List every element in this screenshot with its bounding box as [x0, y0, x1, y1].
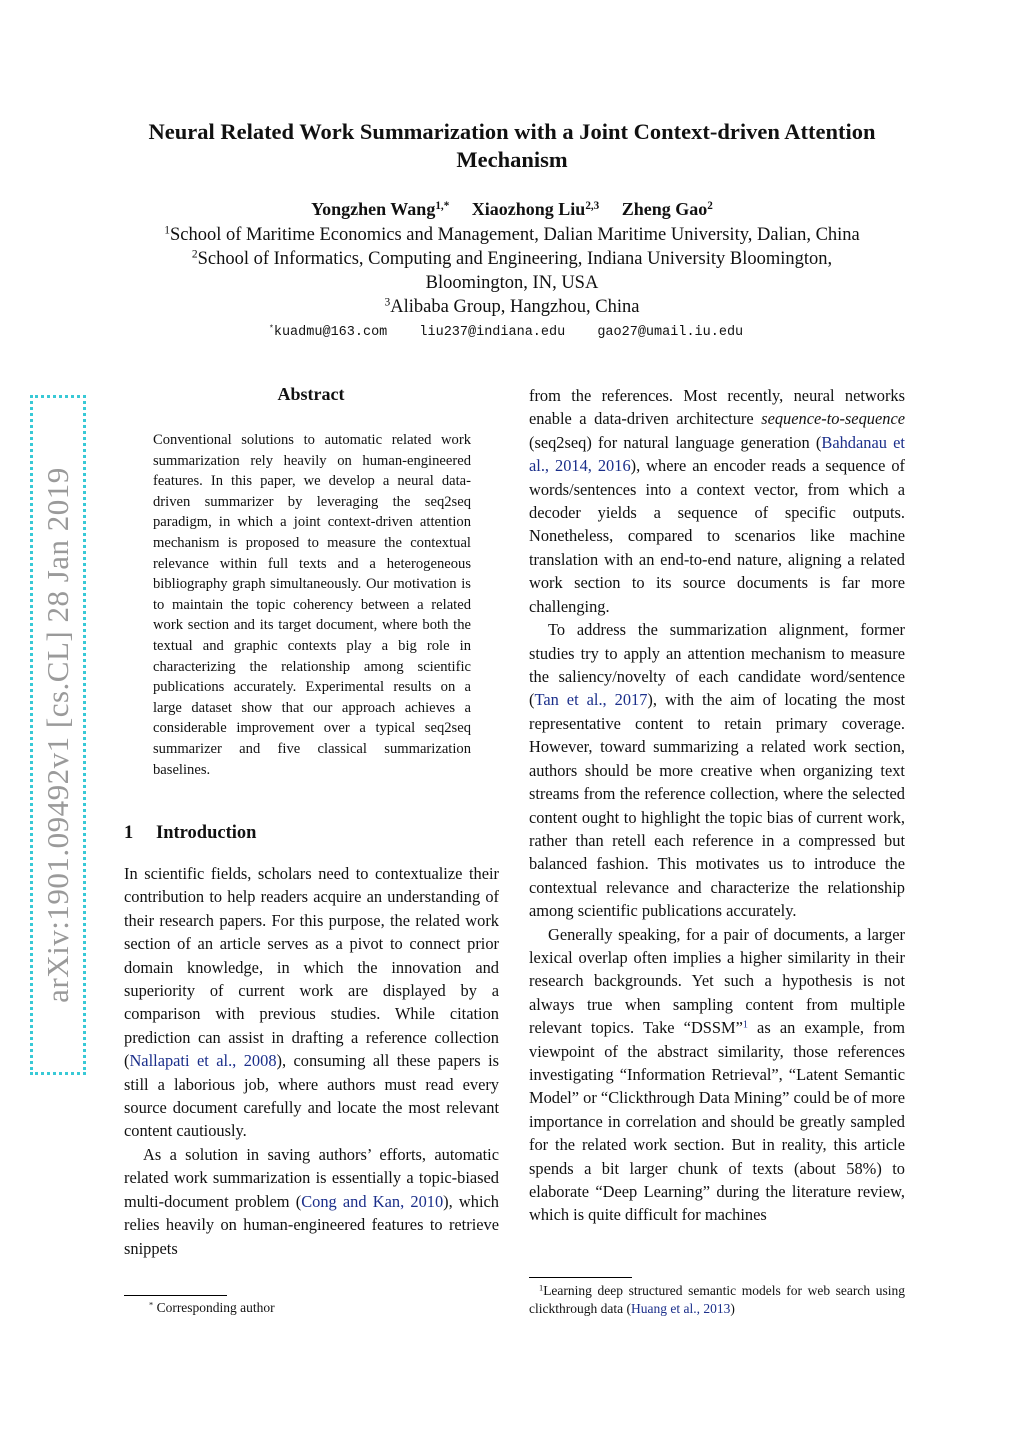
citation-link[interactable]: Cong and Kan, 2010 — [301, 1191, 444, 1211]
footnote: * Corresponding author — [149, 1300, 275, 1315]
author-name: Zheng Gao — [621, 199, 708, 219]
affiliation: $^3$Alibaba Group, Hangzhou, China — [384, 296, 640, 317]
affiliation: $^1$School of Maritime Economics and Management, Dalian Maritime University, Dalian, China — [164, 224, 860, 245]
paragraph: To address the summarization alignment, former studies try to apply an attention mechanism to measure the saliency/novelty of each candidate word/sentence (Tan et al., 2017), with the aim of locating the most representative content to retain primary coverage. However, toward summarizing a related work section, authors should be more creative when organizing text streams from the reference collection, where the selected content ought to highlight the topic bias of current work, rather than retell each reference in a compressed but balanced fashion. This motivates us to introduce the contextual relevance and characterize the relationship among scientific publications accurately. — [529, 620, 906, 921]
email-link[interactable]: gao27@umail.iu.edu — [597, 325, 744, 340]
author-list — [140, 197, 884, 221]
footnote-mark[interactable]: 1 — [742, 1019, 748, 1031]
author-sup: 1,* — [435, 199, 450, 212]
paragraph: As a solution in saving authors’ efforts, automatic related work summarization is essentially a topic-biased multi-document problem (Cong and Kan, 2010), which relies heavily on human-engineered features to retrieve snippets — [124, 1144, 499, 1258]
email-list: *kuadmu@163.com liu237@indiana.edu gao27@umail.iu.edu — [268, 323, 744, 340]
author-sup: 2,3 — [585, 199, 600, 212]
abstract-heading: Abstract — [277, 384, 345, 404]
section-heading: 1 Introduction — [124, 823, 257, 843]
footnote: $^1$Learning deep structured semantic models for web search using clickthrough data (Huang et al., 2013) — [529, 1283, 905, 1316]
footnote-rule — [124, 1295, 227, 1296]
abstract-text: Conventional solutions to automatic related work summarization rely heavily on human-engineered features. In this paper, we develop a neural data-driven summarizer by leveraging the seq2seq paradigm, in which a joint context-driven attention mechanism is proposed to measure the contextual relevance within full texts and a heterogeneous bibliography graph simultaneously. Our motivation is to maintain the topic coherency between a related work section and its target document, where both the textual and graphic contexts play a big role in characterizing the relationship among scientific publications accurately. Experimental results on a large dataset show that our approach achieves a considerable improvement over a typical seq2seq summarizer and five classical summarization baselines. — [153, 432, 471, 778]
footnote-rule — [529, 1277, 632, 1278]
affiliations — [110, 223, 914, 319]
paper-title: Neural Related Work Summarization with a Joint Context-driven Attention Mechanism — [148, 119, 876, 172]
citation-link[interactable]: Huang et al., 2013 — [630, 1301, 731, 1316]
paragraph: Generally speaking, for a pair of documents, a larger lexical overlap often implies a higher similarity in their research backgrounds. Yet such a hypothesis is not always true when sampling content from multiple relevant topics. Take “DSSM”$^1$ as an example, from viewpoint of the abstract similarity, those references investigating “Information Retrieval”, “Latent Semantic Model” or “Clickthrough Data Mining” could be of more importance in correlation and should be greatly sampled for the related work section. But in reality, this article spends a bit larger chunk of texts (about 58%) to elaborate “Deep Learning” during the literature review, which is quite difficult for machines — [529, 924, 905, 1225]
citation-link[interactable]: Bahdanau et al., 2014, 2016 — [529, 432, 905, 476]
citation-link[interactable]: Tan et al., 2017 — [534, 690, 648, 710]
email-link[interactable]: liu237@indiana.edu — [419, 325, 566, 340]
author-name: Xiaozhong Liu — [471, 199, 586, 219]
author-sup: 2 — [707, 199, 713, 212]
paragraph: In scientific fields, scholars need to contextualize their contribution to help readers acquire an understanding of their research papers. For this purpose, the related work section of an article serves as a pivot to connect prior domain knowledge, in which the innovation and superiority of current work are displayed by a comparison with previous studies. While citation prediction can assist in drafting a reference collection (Nallapati et al., 2008), consuming all these papers is still a laborious job, where authors must read every source document carefully and locate the most relevant content cautiously. — [124, 864, 500, 1141]
left-column — [124, 862, 499, 1260]
affiliation: $^2$School of Informatics, Computing and Engineering, Indiana University Bloomington, Bloomington, IN, USA — [191, 248, 833, 293]
arxiv-stamp: arXiv:1901.09492v1 [cs.CL] 28 Jan 2019 — [30, 395, 86, 1075]
right-column — [529, 384, 905, 1227]
paragraph-continued: from the references. Most recently, neural networks enable a data-driven architecture sequence-to-sequence (seq2seq) for natural language generation (Bahdanau et al., 2014, 2016), where an encoder reads a sequence of words/sentences into a context vector, from which a decoder yields a sequence of specific outputs. Nonetheless, compared to scenarios like machine translation with an end-to-end nature, aligning a related work section to its source documents is far more challenging. — [529, 386, 905, 616]
author-name: Yongzhen Wang — [311, 199, 436, 219]
email-link[interactable]: kuadmu@163.com — [273, 325, 388, 340]
citation-link[interactable]: Nallapati et al., 2008 — [129, 1051, 277, 1071]
